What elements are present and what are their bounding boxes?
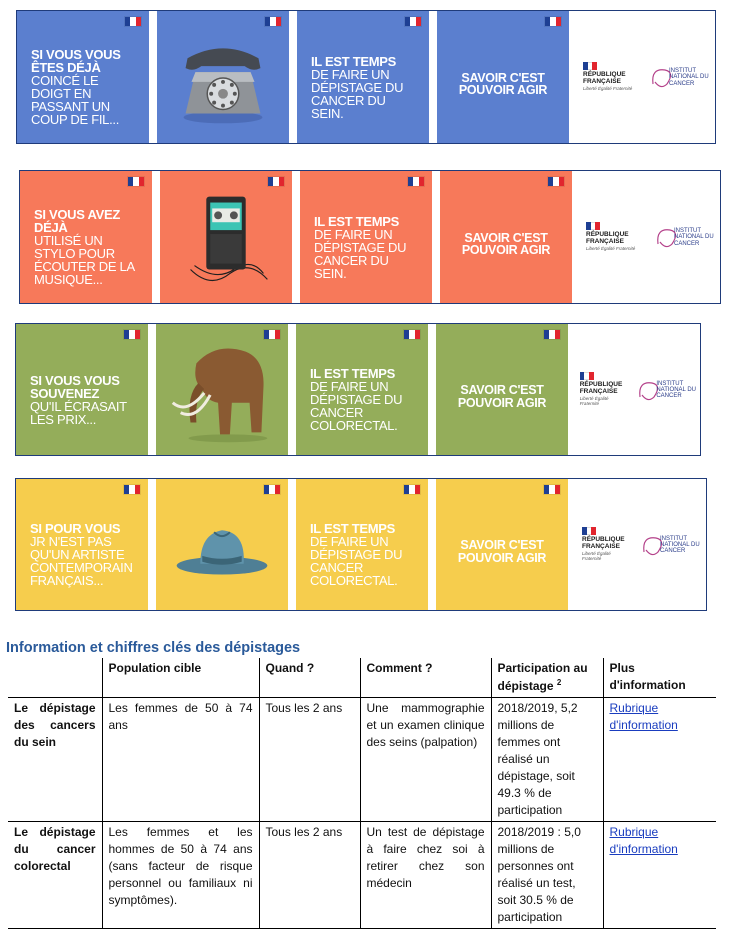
logos-tile (576, 324, 700, 455)
banner-tile-message (296, 479, 428, 610)
message-bold: IL EST TEMPS (311, 53, 397, 69)
french-flag-icon (265, 17, 281, 26)
message-bold: IL EST TEMPS (314, 213, 400, 229)
footnote-marker: 2 (556, 678, 562, 688)
banner-tile-teaser (16, 479, 148, 610)
campaign-banner-orange (19, 170, 721, 304)
banner-tile-message (296, 324, 428, 455)
message-light: DE FAIRE UN DÉPISTAGE DU CANCER DU SEIN. (311, 66, 404, 121)
republique-francaise-logo: RÉPUBLIQUE FRANÇAISE Liberté Égalité Fraternité (586, 222, 640, 252)
institut-national-du-cancer-logo: INSTITUT NATIONAL DU CANCER (649, 62, 709, 92)
republique-francaise-logo: RÉPUBLIQUE FRANÇAISE Liberté Égalité Fraternité (582, 527, 626, 562)
header-when: Quand ? (259, 658, 360, 698)
mammoth-image (156, 324, 288, 455)
banner-tile-teaser (16, 324, 148, 455)
logos-tile (580, 171, 720, 303)
logos-tile (577, 11, 715, 143)
participation: 2018/2019, 5,2 millions de femmes ont réalisé un dépistage, soit 49.3 % de participation (491, 698, 603, 822)
french-flag-icon (264, 330, 280, 339)
section-title: Information et chiffres clés des dépistages (6, 640, 301, 656)
republique-francaise-logo: RÉPUBLIQUE FRANÇAISE Liberté Égalité Fraternité (583, 62, 635, 92)
slogan-text: SAVOIR C'EST POUVOIR AGIR (458, 70, 548, 97)
message-light: DE FAIRE UN DÉPISTAGE DU CANCER DU SEIN. (314, 226, 407, 281)
method: Une mammographie et un examen clinique des seins (palpation) (360, 698, 491, 822)
target-population: Les femmes et les hommes de 50 à 74 ans (sans facteur de risque personnel ou familiaux ni symptômes). (102, 822, 259, 929)
banner-tile-slogan (440, 171, 572, 303)
frequency: Tous les 2 ans (259, 698, 360, 822)
french-flag-icon (544, 330, 560, 339)
campaign-banner-blue (16, 10, 716, 144)
banner-tile-message (300, 171, 432, 303)
cassette-image (160, 171, 292, 303)
campaign-banner-green (15, 323, 701, 456)
message-bold: IL EST TEMPS (310, 366, 396, 381)
teaser-light: QU'IL ÉCRASAIT LES PRIX... (30, 398, 127, 427)
telephone-illustration (157, 11, 289, 143)
table-row (8, 698, 716, 822)
more-info-cell (603, 822, 716, 929)
french-flag-icon (544, 485, 560, 494)
screening-info-table (8, 658, 716, 929)
french-flag-icon (124, 330, 140, 339)
french-flag-icon (404, 330, 420, 339)
republique-francaise-logo: RÉPUBLIQUE FRANÇAISE Liberté Égalité Fraternité (580, 372, 623, 407)
french-flag-icon (404, 485, 420, 494)
french-flag-icon (408, 177, 424, 186)
participation: 2018/2019 : 5,0 millions de personnes ont réalisé un test, soit 30.5 % de participation (491, 822, 603, 929)
institut-national-du-cancer-logo: INSTITUT NATIONAL DU CANCER (640, 530, 700, 560)
target-population: Les femmes de 50 à 74 ans (102, 698, 259, 822)
message-light: DE FAIRE UN DÉPISTAGE DU CANCER COLORECTAL. (310, 379, 403, 433)
header-how: Comment ? (360, 658, 491, 698)
banner-tile-teaser (20, 171, 152, 303)
teaser-light: JR N'EST PAS QU'UN ARTISTE CONTEMPORAIN FRANÇAIS... (30, 534, 133, 588)
french-flag-icon (264, 485, 280, 494)
slogan-text: SAVOIR C'EST POUVOIR AGIR (461, 230, 551, 257)
screening-name: Le dépistage du cancer colorectal (8, 822, 102, 929)
teaser-bold: SI VOUS AVEZ DÉJÀ (34, 207, 120, 235)
teaser-bold: SI POUR VOUS (30, 521, 121, 536)
teaser-bold: SI VOUS VOUS SOUVENEZ (30, 372, 120, 401)
french-flag-icon (548, 177, 564, 186)
teaser-light: UTILISÉ UN STYLO POUR ÉCOUTER DE LA MUSIQUE... (34, 233, 135, 287)
french-flag-icon (268, 177, 284, 186)
french-flag-icon (124, 485, 140, 494)
screening-name: Le dépistage des cancers du sein (8, 698, 102, 822)
info-link[interactable]: Rubrique d'information (609, 825, 678, 857)
french-flag-icon (125, 17, 141, 26)
banner-tile-slogan (436, 324, 568, 455)
french-flag-icon (128, 177, 144, 186)
cowboy-hat-illustration (156, 479, 288, 610)
banner-tile-teaser (17, 11, 149, 143)
message-light: DE FAIRE UN DÉPISTAGE DU CANCER COLORECTAL. (310, 534, 403, 588)
slogan-text: SAVOIR C'EST POUVOIR AGIR (457, 383, 547, 410)
header-more-info: Plus d'information (603, 658, 716, 698)
teaser-bold: SI VOUS VOUS ÊTES DÉJÀ (31, 47, 121, 75)
slogan-text: SAVOIR C'EST POUVOIR AGIR (457, 538, 547, 565)
table-row (8, 822, 716, 929)
header-population: Population cible (102, 658, 259, 698)
method: Un test de dépistage à faire chez soi à retirer chez son médecin (360, 822, 491, 929)
french-flag-icon (405, 17, 421, 26)
frequency: Tous les 2 ans (259, 822, 360, 929)
teaser-light: COINCÉ LE DOIGT EN PASSANT UN COUP DE FIL... (31, 73, 120, 127)
telephone-image (157, 11, 289, 143)
header-participation: Participation au dépistage $^2$ (491, 658, 603, 698)
logos-tile (576, 479, 706, 610)
cassette-illustration (160, 171, 292, 303)
header-cell-empty (8, 658, 102, 698)
mammoth-illustration (156, 324, 288, 455)
info-link[interactable]: Rubrique d'information (609, 701, 678, 733)
institut-national-du-cancer-logo: INSTITUT NATIONAL DU CANCER (654, 222, 714, 252)
table-header-row (8, 658, 716, 698)
campaign-banner-yellow (15, 478, 707, 611)
french-flag-icon (545, 17, 561, 26)
banner-tile-slogan (436, 479, 568, 610)
institut-national-du-cancer-logo: INSTITUT NATIONAL DU CANCER (636, 375, 696, 405)
cowboy-hat-image (156, 479, 288, 610)
banner-tile-slogan (437, 11, 569, 143)
message-bold: IL EST TEMPS (310, 521, 396, 536)
more-info-cell (603, 698, 716, 822)
banner-tile-message (297, 11, 429, 143)
